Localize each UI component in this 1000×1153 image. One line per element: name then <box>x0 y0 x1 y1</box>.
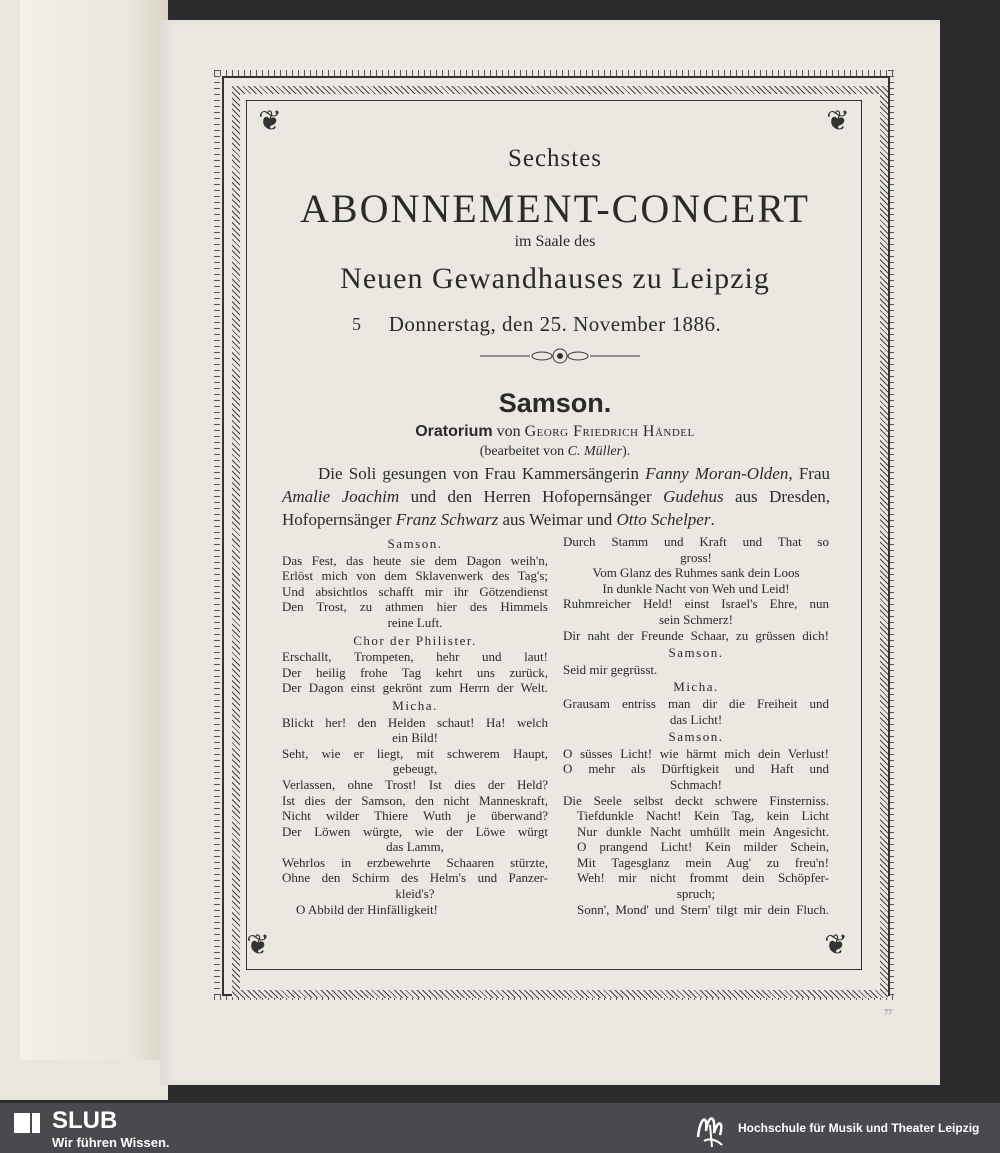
soli-text: aus Weimar und <box>498 510 617 529</box>
corner-ornament-icon: ❦ <box>258 106 282 137</box>
slub-logo-icon <box>14 1111 40 1135</box>
libretto-line: das Licht! <box>669 711 723 727</box>
divider-ornament-icon <box>480 345 640 367</box>
libretto-line: Wehrlos in erzbewehrte Schaaren stürzte, <box>282 854 548 870</box>
arranged-by-close: ). <box>622 444 631 459</box>
libretto-line: das Lamm, <box>386 839 444 855</box>
soloist-name: Fanny Moran-Olden <box>645 464 789 483</box>
corner-ornament-icon: ❦ <box>246 930 270 961</box>
libretto-line: reine Luft. <box>387 614 443 630</box>
page-number: 77 <box>884 1008 892 1017</box>
hmt-logo-icon <box>690 1107 730 1149</box>
libretto-line: Nicht wilder Thiere Wuth je überwand? <box>282 808 548 824</box>
libretto-line: Erlöst mich von dem Sklavenwerk des Tag's; <box>282 568 548 584</box>
work-subtitle <box>250 423 860 441</box>
venue-name: Neuen Gewandhauses zu Leipzig <box>340 262 770 295</box>
libretto-line: Verlassen, ohne Trost! Ist dies der Held? <box>282 776 548 792</box>
libretto-line: O süsses Licht! wie härmt mich dein Verlust! <box>563 745 829 761</box>
libretto-line: Durch Stamm und Kraft und That so <box>563 534 829 549</box>
libretto-line: Erschallt, Trompeten, hehr und laut! <box>282 649 548 665</box>
venue-intro: im Saale des <box>514 233 596 250</box>
libretto-line: Weh! mir nicht frommt dein Schöpfer- <box>577 870 829 886</box>
speaker-heading: Micha. <box>392 697 438 713</box>
libretto-line: Sonn', Mond' und Stern' tilgt mir dein Fluch. <box>577 901 829 917</box>
slub-claim: Wir führen Wissen. <box>52 1135 170 1150</box>
concert-date: Donnerstag, den 25. November 1886. <box>388 312 722 336</box>
libretto-line: O Abbild der Hinfälligkeit! <box>296 901 438 917</box>
libretto-line: Mit Tagesglanz mein Aug' zu freu'n! <box>577 854 829 870</box>
soli-text: und den Herren Hofopernsänger <box>399 487 664 506</box>
von-text: von <box>496 423 521 440</box>
libretto-line: ein Bild! <box>392 730 438 746</box>
arrangement-note <box>250 444 860 460</box>
libretto-line: Seid mir gegrüsst. <box>563 661 658 677</box>
libretto-line: kleid's? <box>395 886 435 902</box>
arranger-name: C. Müller <box>567 444 623 459</box>
corner-ornament-icon: ❦ <box>824 930 848 961</box>
speaker-heading: Samson. <box>668 645 724 661</box>
soloists-paragraph <box>282 462 830 531</box>
libretto-line: spruch; <box>676 886 716 902</box>
soloist-name: Franz Schwarz <box>395 510 499 529</box>
libretto-left-column <box>282 534 548 917</box>
soli-text: . <box>710 510 715 529</box>
speaker-heading: Chor der Philister. <box>353 632 477 648</box>
libretto-line: Die Seele selbst deckt schwere Finsterniss. <box>563 792 829 808</box>
concert-series-title: ABONNEMENT-CONCERT <box>300 186 810 231</box>
concert-number: Sechstes <box>507 145 603 172</box>
libretto-line: Das Fest, das heute sie dem Dagon weih'n, <box>282 552 548 568</box>
footer-bar <box>0 1103 1000 1153</box>
libretto-line: Ist dies der Samson, den nicht Manneskraft, <box>282 792 548 808</box>
libretto-line: Grausam entriss man dir die Freiheit und <box>563 695 829 711</box>
speaker-heading: Micha. <box>673 679 719 695</box>
libretto-line: In dunkle Nacht von Weh und Leid! <box>602 580 790 596</box>
libretto-line: Nur dunkle Nacht umhüllt mein Angesicht. <box>577 823 829 839</box>
facing-page <box>0 0 168 1100</box>
soli-text: aus Dresden, Hofopernsänger <box>282 487 831 529</box>
soloist-name: Gudehus <box>663 487 724 506</box>
libretto-line: Vom Glanz des Ruhmes sank dein Loos <box>592 565 800 581</box>
libretto-line: Der Dagon einst gekrönt zum Herrn der Welt. <box>282 680 548 696</box>
libretto-line: Tiefdunkle Nacht! Kein Tag, kein Licht <box>577 808 829 824</box>
libretto-line: Der heilig frohe Tag kehrt uns zurück, <box>282 664 548 680</box>
work-title: Samson. <box>498 388 612 418</box>
soloist-name: Amalie Joachim <box>282 487 400 506</box>
slub-name: SLUB <box>52 1107 118 1134</box>
arranged-by-text: (bearbeitet von <box>479 444 565 459</box>
libretto-line: gebeugt, <box>392 761 438 777</box>
soli-text: Die Soli gesungen von Frau Kammersängerin <box>318 464 646 483</box>
margin-mark: 5 <box>352 314 361 334</box>
facing-page-surface <box>26 0 168 1060</box>
libretto-line: Ohne den Schirm des Helm's und Panzer- <box>282 870 548 886</box>
soli-text: , Frau <box>788 464 830 483</box>
libretto-line: gross! <box>680 549 712 565</box>
libretto-line: O mehr als Dürftigkeit und Haft und <box>563 761 829 777</box>
border-ticks-left <box>214 70 220 1000</box>
libretto-line: Schmach! <box>670 776 722 792</box>
libretto-right-column <box>563 534 829 917</box>
libretto-line: O prangend Licht! Kein milder Schein, <box>577 839 829 855</box>
libretto-line: sein Schmerz! <box>658 611 733 627</box>
libretto-line: Blickt her! den Helden schaut! Ha! welch <box>282 714 548 730</box>
libretto-line: Ruhmreicher Held! einst Israel's Ehre, nun <box>563 596 829 612</box>
corner-ornament-icon: ❦ <box>826 106 850 137</box>
soloist-name: Otto Schelper <box>616 510 711 529</box>
hmt-name: Hochschule für Musik und Theater Leipzig <box>738 1121 980 1135</box>
libretto-line: Seht, wie er liegt, mit schwerem Haupt, <box>282 745 548 761</box>
libretto-line: Dir naht der Freunde Schaar, zu grüssen dich! <box>563 627 829 643</box>
libretto-line: Den Trost, zu athmen hier des Himmels <box>282 599 548 615</box>
composer-name: Georg Friedrich Händel <box>524 423 695 440</box>
libretto-line: Der Löwen würgte, wie der Löwe würgt <box>282 823 548 839</box>
speaker-heading: Samson. <box>387 536 443 551</box>
libretto-line: Und absichtlos schafft mir ihr Götzendienst <box>282 583 548 599</box>
oratorium-label: Oratorium <box>415 423 493 440</box>
speaker-heading: Samson. <box>668 729 724 745</box>
